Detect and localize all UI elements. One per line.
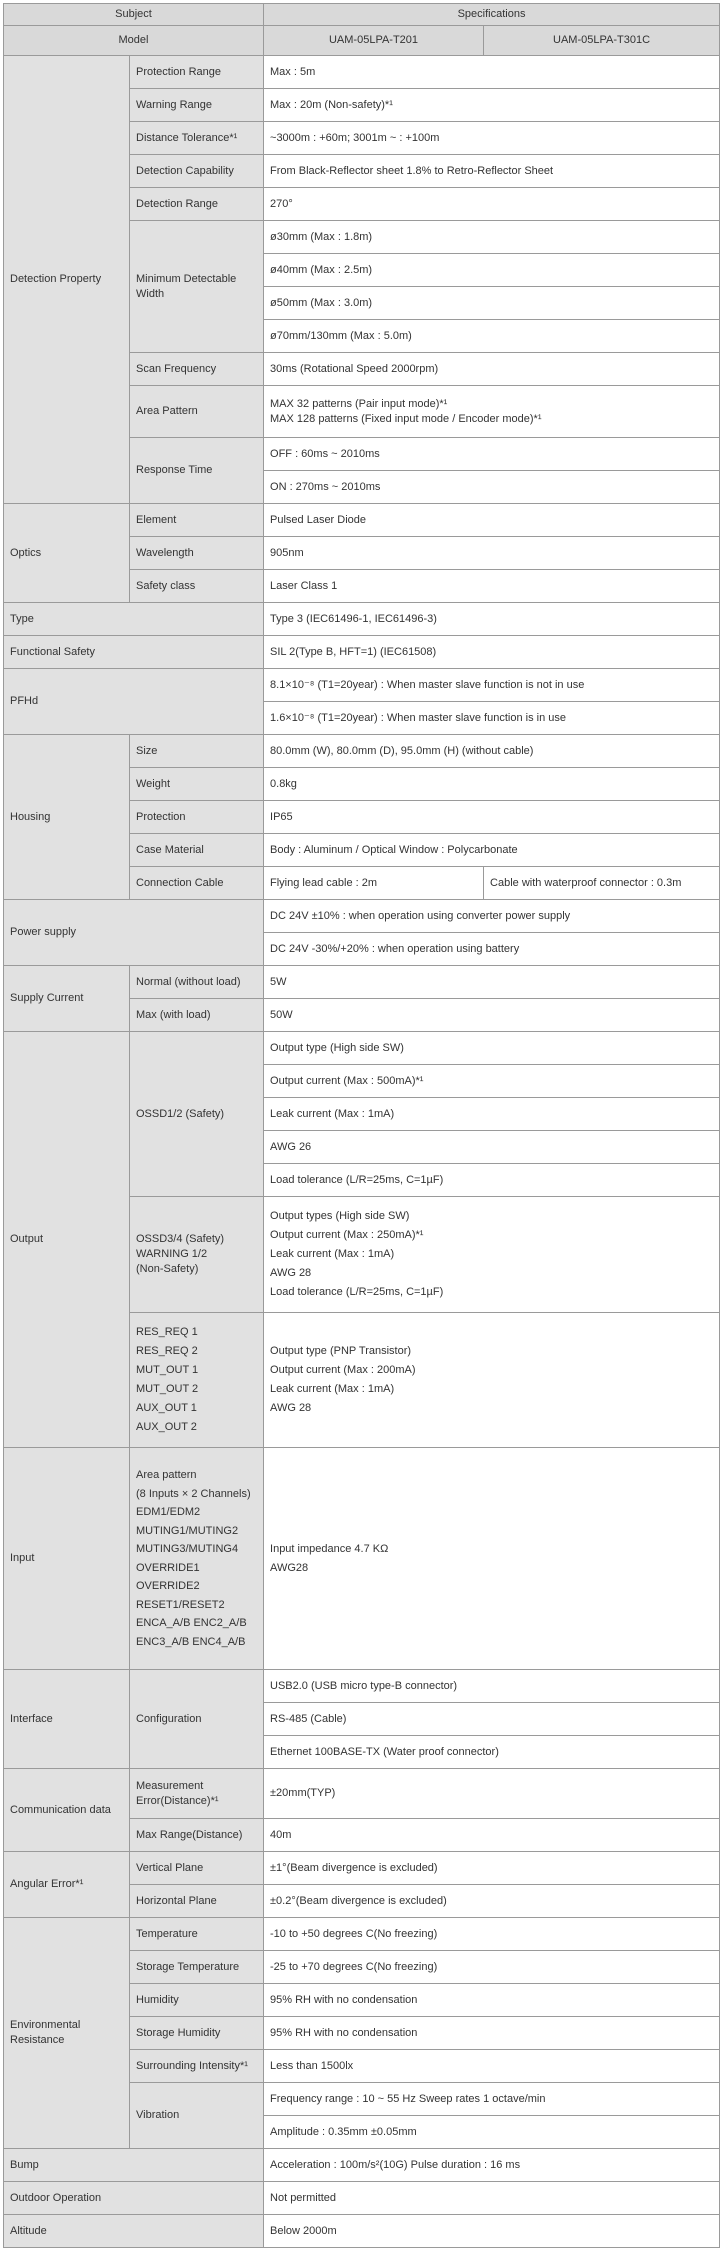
communication-group-label: Communication data: [4, 1769, 130, 1852]
max-range-value: 40m: [264, 1819, 720, 1852]
configuration-label: Configuration: [130, 1670, 264, 1769]
min-width-value-1: ø30mm (Max : 1.8m): [264, 221, 720, 254]
detection-range-label: Detection Range: [130, 188, 264, 221]
element-value: Pulsed Laser Diode: [264, 504, 720, 537]
model-label: Model: [4, 26, 264, 56]
element-label: Element: [130, 504, 264, 537]
case-material-value: Body : Aluminum / Optical Window : Polycarbonate: [264, 834, 720, 867]
supply-current-group-label: Supply Current: [4, 966, 130, 1032]
ossd-value-1: Output type (High side SW): [264, 1032, 720, 1065]
connection-cable-value-a: Flying lead cable : 2m: [264, 867, 484, 900]
min-width-value-2: ø40mm (Max : 2.5m): [264, 254, 720, 287]
vibration-amplitude-value: Amplitude : 0.35mm ±0.05mm: [264, 2116, 720, 2149]
output-group-label: Output: [4, 1032, 130, 1448]
storage-humidity-label: Storage Humidity: [130, 2017, 264, 2050]
res-outputs-label: RES_REQ 1 RES_REQ 2 MUT_OUT 1 MUT_OUT 2 AUX_OUT 1 AUX_OUT 2: [130, 1313, 264, 1448]
measurement-error-value: ±20mm(TYP): [264, 1769, 720, 1819]
scan-frequency-label: Scan Frequency: [130, 353, 264, 386]
response-time-label: Response Time: [130, 438, 264, 504]
ossd34-label: OSSD3/4 (Safety) WARNING 1/2 (Non-Safety): [130, 1197, 264, 1313]
supply-max-value: 50W: [264, 999, 720, 1032]
storage-temperature-value: -25 to +70 degrees C(No freezing): [264, 1951, 720, 1984]
safety-class-value: Laser Class 1: [264, 570, 720, 603]
surrounding-intensity-value: Less than 1500lx: [264, 2050, 720, 2083]
case-material-label: Case Material: [130, 834, 264, 867]
functional-safety-label: Functional Safety: [4, 636, 264, 669]
ossd-value-2: Output current (Max : 500mA)*¹: [264, 1065, 720, 1098]
interface-ethernet: Ethernet 100BASE-TX (Water proof connector): [264, 1736, 720, 1769]
min-width-label: Minimum Detectable Width: [130, 221, 264, 353]
vertical-plane-label: Vertical Plane: [130, 1852, 264, 1885]
specifications-header: Specifications: [264, 4, 720, 26]
power-supply-value-1: DC 24V ±10% : when operation using converter power supply: [264, 900, 720, 933]
response-time-off: OFF : 60ms ~ 2010ms: [264, 438, 720, 471]
outdoor-operation-value: Not permitted: [264, 2182, 720, 2215]
horizontal-plane-value: ±0.2°(Beam divergence is excluded): [264, 1885, 720, 1918]
res-outputs-value: Output type (PNP Transistor) Output current (Max : 200mA) Leak current (Max : 1mA) AWG 28: [264, 1313, 720, 1448]
area-pattern-value: MAX 32 patterns (Pair input mode)*¹ MAX 128 patterns (Fixed input mode / Encoder mode)*¹: [264, 386, 720, 438]
altitude-label: Altitude: [4, 2215, 264, 2248]
min-width-value-4: ø70mm/130mm (Max : 5.0m): [264, 320, 720, 353]
supply-max-label: Max (with load): [130, 999, 264, 1032]
size-value: 80.0mm (W), 80.0mm (D), 95.0mm (H) (without cable): [264, 735, 720, 768]
humidity-value: 95% RH with no condensation: [264, 1984, 720, 2017]
temperature-value: -10 to +50 degrees C(No freezing): [264, 1918, 720, 1951]
wavelength-label: Wavelength: [130, 537, 264, 570]
altitude-value: Below 2000m: [264, 2215, 720, 2248]
model-b: UAM-05LPA-T301C: [484, 26, 720, 56]
detection-range-value: 270°: [264, 188, 720, 221]
warning-range-label: Warning Range: [130, 89, 264, 122]
max-range-label: Max Range(Distance): [130, 1819, 264, 1852]
interface-usb: USB2.0 (USB micro type-B connector): [264, 1670, 720, 1703]
protection-label: Protection: [130, 801, 264, 834]
surrounding-intensity-label: Surrounding Intensity*¹: [130, 2050, 264, 2083]
vibration-label: Vibration: [130, 2083, 264, 2149]
pfhd-value-2: 1.6×10⁻⁸ (T1=20year) : When master slave function is in use: [264, 702, 720, 735]
size-label: Size: [130, 735, 264, 768]
connection-cable-label: Connection Cable: [130, 867, 264, 900]
input-group-label: Input: [4, 1448, 130, 1670]
connection-cable-value-b: Cable with waterproof connector : 0.3m: [484, 867, 720, 900]
model-row: [4, 26, 720, 56]
wavelength-value: 905nm: [264, 537, 720, 570]
horizontal-plane-label: Horizontal Plane: [130, 1885, 264, 1918]
measurement-error-label: Measurement Error(Distance)*¹: [130, 1769, 264, 1819]
safety-class-label: Safety class: [130, 570, 264, 603]
type-label: Type: [4, 603, 264, 636]
header-row: [4, 4, 720, 26]
storage-humidity-value: 95% RH with no condensation: [264, 2017, 720, 2050]
input-value: Input impedance 4.7 KΩ AWG28: [264, 1448, 720, 1670]
pfhd-label: PFHd: [4, 669, 264, 735]
interface-rs485: RS-485 (Cable): [264, 1703, 720, 1736]
interface-group-label: Interface: [4, 1670, 130, 1769]
protection-range-label: Protection Range: [130, 56, 264, 89]
ossd34-value: Output types (High side SW) Output current (Max : 250mA)*¹ Leak current (Max : 1mA) AWG 28 Load tolerance (L/R=25ms, C=1µF): [264, 1197, 720, 1313]
power-supply-value-2: DC 24V -30%/+20% : when operation using battery: [264, 933, 720, 966]
type-value: Type 3 (IEC61496-1, IEC61496-3): [264, 603, 720, 636]
storage-temperature-label: Storage Temperature: [130, 1951, 264, 1984]
temperature-label: Temperature: [130, 1918, 264, 1951]
bump-value: Acceleration : 100m/s²(10G) Pulse duration : 16 ms: [264, 2149, 720, 2182]
area-pattern-label: Area Pattern: [130, 386, 264, 438]
humidity-label: Humidity: [130, 1984, 264, 2017]
response-time-on: ON : 270ms ~ 2010ms: [264, 471, 720, 504]
model-a: UAM-05LPA-T201: [264, 26, 484, 56]
warning-range-value: Max : 20m (Non-safety)*¹: [264, 89, 720, 122]
min-width-value-3: ø50mm (Max : 3.0m): [264, 287, 720, 320]
spec-table: [3, 3, 720, 2248]
outdoor-operation-label: Outdoor Operation: [4, 2182, 264, 2215]
protection-range-value: Max : 5m: [264, 56, 720, 89]
distance-tolerance-label: Distance Tolerance*¹: [130, 122, 264, 155]
distance-tolerance-value: ~3000m : +60m; 3001m ~ : +100m: [264, 122, 720, 155]
weight-label: Weight: [130, 768, 264, 801]
supply-normal-label: Normal (without load): [130, 966, 264, 999]
ossd-value-4: AWG 26: [264, 1131, 720, 1164]
detection-capability-label: Detection Capability: [130, 155, 264, 188]
functional-safety-value: SIL 2(Type B, HFT=1) (IEC61508): [264, 636, 720, 669]
weight-value: 0.8kg: [264, 768, 720, 801]
detection-capability-value: From Black-Reflector sheet 1.8% to Retro-Reflector Sheet: [264, 155, 720, 188]
subject-header: Subject: [4, 4, 264, 26]
vibration-frequency-value: Frequency range : 10 ~ 55 Hz Sweep rates 1 octave/min: [264, 2083, 720, 2116]
protection-value: IP65: [264, 801, 720, 834]
pfhd-value-1: 8.1×10⁻⁸ (T1=20year) : When master slave function is not in use: [264, 669, 720, 702]
bump-label: Bump: [4, 2149, 264, 2182]
optics-group-label: Optics: [4, 504, 130, 603]
ossd-value-3: Leak current (Max : 1mA): [264, 1098, 720, 1131]
detection-group-label: Detection Property: [4, 56, 130, 504]
supply-normal-value: 5W: [264, 966, 720, 999]
input-signals-label: Area pattern (8 Inputs × 2 Channels) EDM1/EDM2 MUTING1/MUTING2 MUTING3/MUTING4 OVERRIDE1 OVERRIDE2 RESET1/RESET2 ENCA_A/B ENC2_A/B ENC3_A/B ENC4_A/B: [130, 1448, 264, 1670]
angular-error-group-label: Angular Error*¹: [4, 1852, 130, 1918]
vertical-plane-value: ±1°(Beam divergence is excluded): [264, 1852, 720, 1885]
environmental-group-label: Environmental Resistance: [4, 1918, 130, 2149]
ossd-label: OSSD1/2 (Safety): [130, 1032, 264, 1197]
ossd-value-5: Load tolerance (L/R=25ms, C=1µF): [264, 1164, 720, 1197]
power-supply-label: Power supply: [4, 900, 264, 966]
housing-group-label: Housing: [4, 735, 130, 900]
scan-frequency-value: 30ms (Rotational Speed 2000rpm): [264, 353, 720, 386]
